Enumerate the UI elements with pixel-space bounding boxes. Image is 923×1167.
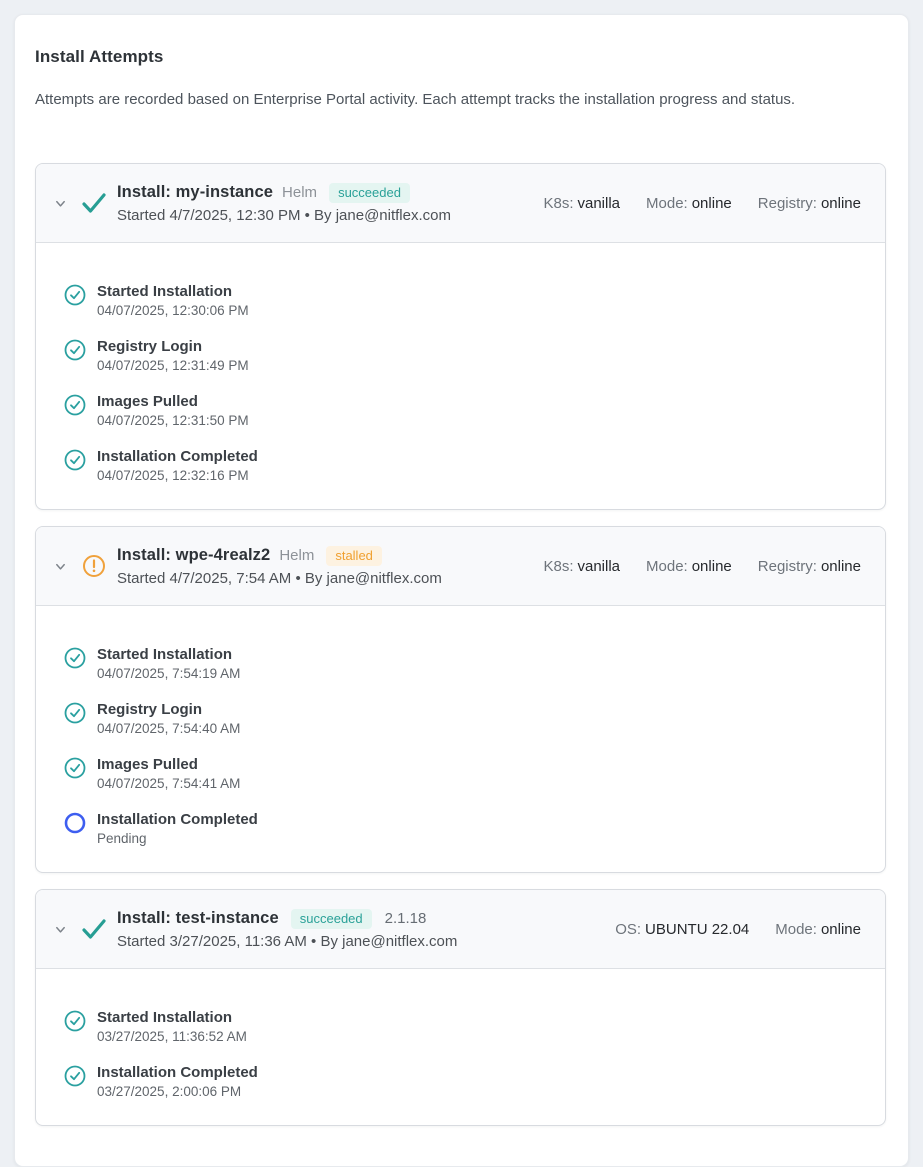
status-badge: succeeded: [329, 183, 410, 203]
attempt-timeline: [36, 969, 885, 1125]
timeline-step: [64, 1064, 861, 1099]
circle-check-icon: [64, 284, 86, 306]
circle-pending-icon: [64, 812, 86, 834]
step-timestamp: 04/07/2025, 7:54:40 AM: [97, 721, 241, 736]
install-attempts-panel: [14, 14, 909, 1167]
step-title: Started Installation: [97, 1009, 233, 1026]
attempt-title: Install: my-instance: [117, 183, 274, 201]
info-mode: Mode: online: [646, 194, 732, 212]
attempt-method: Helm: [282, 184, 318, 201]
info-os: OS: UBUNTU 22.04: [615, 920, 750, 938]
attempt-card-test-instance: [35, 889, 886, 1126]
attempt-title: Install: test-instance: [117, 909, 279, 927]
step-timestamp: Pending: [97, 831, 147, 846]
timeline-step: [64, 701, 861, 736]
alert-circle-icon: [81, 554, 107, 578]
step-title: Started Installation: [97, 283, 233, 300]
circle-check-icon: [64, 339, 86, 361]
timeline-step: [64, 1009, 861, 1044]
circle-check-icon: [64, 757, 86, 779]
timeline-step: [64, 646, 861, 681]
timeline-step: [64, 283, 861, 318]
info-registry: Registry: online: [757, 557, 861, 575]
info-registry: Registry: online: [757, 194, 861, 212]
attempt-header-wpe-4realz2[interactable]: [36, 527, 885, 606]
chevron-down-icon[interactable]: [54, 923, 67, 936]
step-timestamp: 04/07/2025, 12:31:50 PM: [97, 413, 249, 428]
chevron-down-icon[interactable]: [54, 560, 67, 573]
step-timestamp: 04/07/2025, 7:54:41 AM: [97, 776, 241, 791]
timeline-step: [64, 338, 861, 373]
step-timestamp: 04/07/2025, 12:30:06 PM: [97, 303, 249, 318]
attempt-title: Install: wpe-4realz2: [117, 546, 271, 564]
info-k8s: K8s: vanilla: [543, 194, 621, 212]
status-badge: succeeded: [291, 909, 372, 929]
attempt-started-line: Started 3/27/2025, 11:36 AM • By jane@nitflex.com: [117, 932, 458, 950]
attempt-card-wpe-4realz2: [35, 526, 886, 873]
status-badge: stalled: [326, 546, 382, 566]
circle-check-icon: [64, 1010, 86, 1032]
step-title: Started Installation: [97, 646, 233, 663]
timeline-step: [64, 448, 861, 483]
attempt-timeline: [36, 606, 885, 872]
step-title: Installation Completed: [97, 448, 258, 465]
step-title: Installation Completed: [97, 1064, 258, 1081]
attempt-header-test-instance[interactable]: [36, 890, 885, 969]
attempt-started-line: Started 4/7/2025, 7:54 AM • By jane@nitflex.com: [117, 569, 442, 587]
page-title: Install Attempts: [35, 47, 164, 66]
attempt-version: 2.1.18: [384, 910, 427, 927]
step-title: Registry Login: [97, 701, 203, 718]
info-mode: Mode: online: [646, 557, 732, 575]
attempt-started-line: Started 4/7/2025, 12:30 PM • By jane@nitflex.com: [117, 206, 451, 224]
circle-check-icon: [64, 647, 86, 669]
step-title: Installation Completed: [97, 811, 258, 828]
circle-check-icon: [64, 394, 86, 416]
step-timestamp: 03/27/2025, 2:00:06 PM: [97, 1084, 242, 1099]
attempt-card-my-instance: [35, 163, 886, 510]
step-title: Images Pulled: [97, 393, 198, 410]
chevron-down-icon[interactable]: [54, 197, 67, 210]
timeline-step: [64, 811, 861, 846]
step-timestamp: 04/07/2025, 12:32:16 PM: [97, 468, 249, 483]
info-k8s: K8s: vanilla: [543, 557, 621, 575]
check-icon: [81, 192, 107, 214]
step-timestamp: 04/07/2025, 7:54:19 AM: [97, 666, 241, 681]
attempt-list: [35, 163, 886, 1126]
attempt-timeline: [36, 243, 885, 509]
circle-check-icon: [64, 702, 86, 724]
timeline-step: [64, 393, 861, 428]
circle-check-icon: [64, 1065, 86, 1087]
step-timestamp: 03/27/2025, 11:36:52 AM: [97, 1029, 247, 1044]
page-description: Attempts are recorded based on Enterprise Portal activity. Each attempt tracks the installation progress and status.: [35, 91, 796, 108]
attempt-method: Helm: [279, 547, 315, 564]
check-icon: [81, 918, 107, 940]
info-mode: Mode: online: [775, 920, 861, 938]
step-title: Images Pulled: [97, 756, 198, 773]
step-title: Registry Login: [97, 338, 203, 355]
attempt-header-my-instance[interactable]: [36, 164, 885, 243]
circle-check-icon: [64, 449, 86, 471]
timeline-step: [64, 756, 861, 791]
step-timestamp: 04/07/2025, 12:31:49 PM: [97, 358, 249, 373]
